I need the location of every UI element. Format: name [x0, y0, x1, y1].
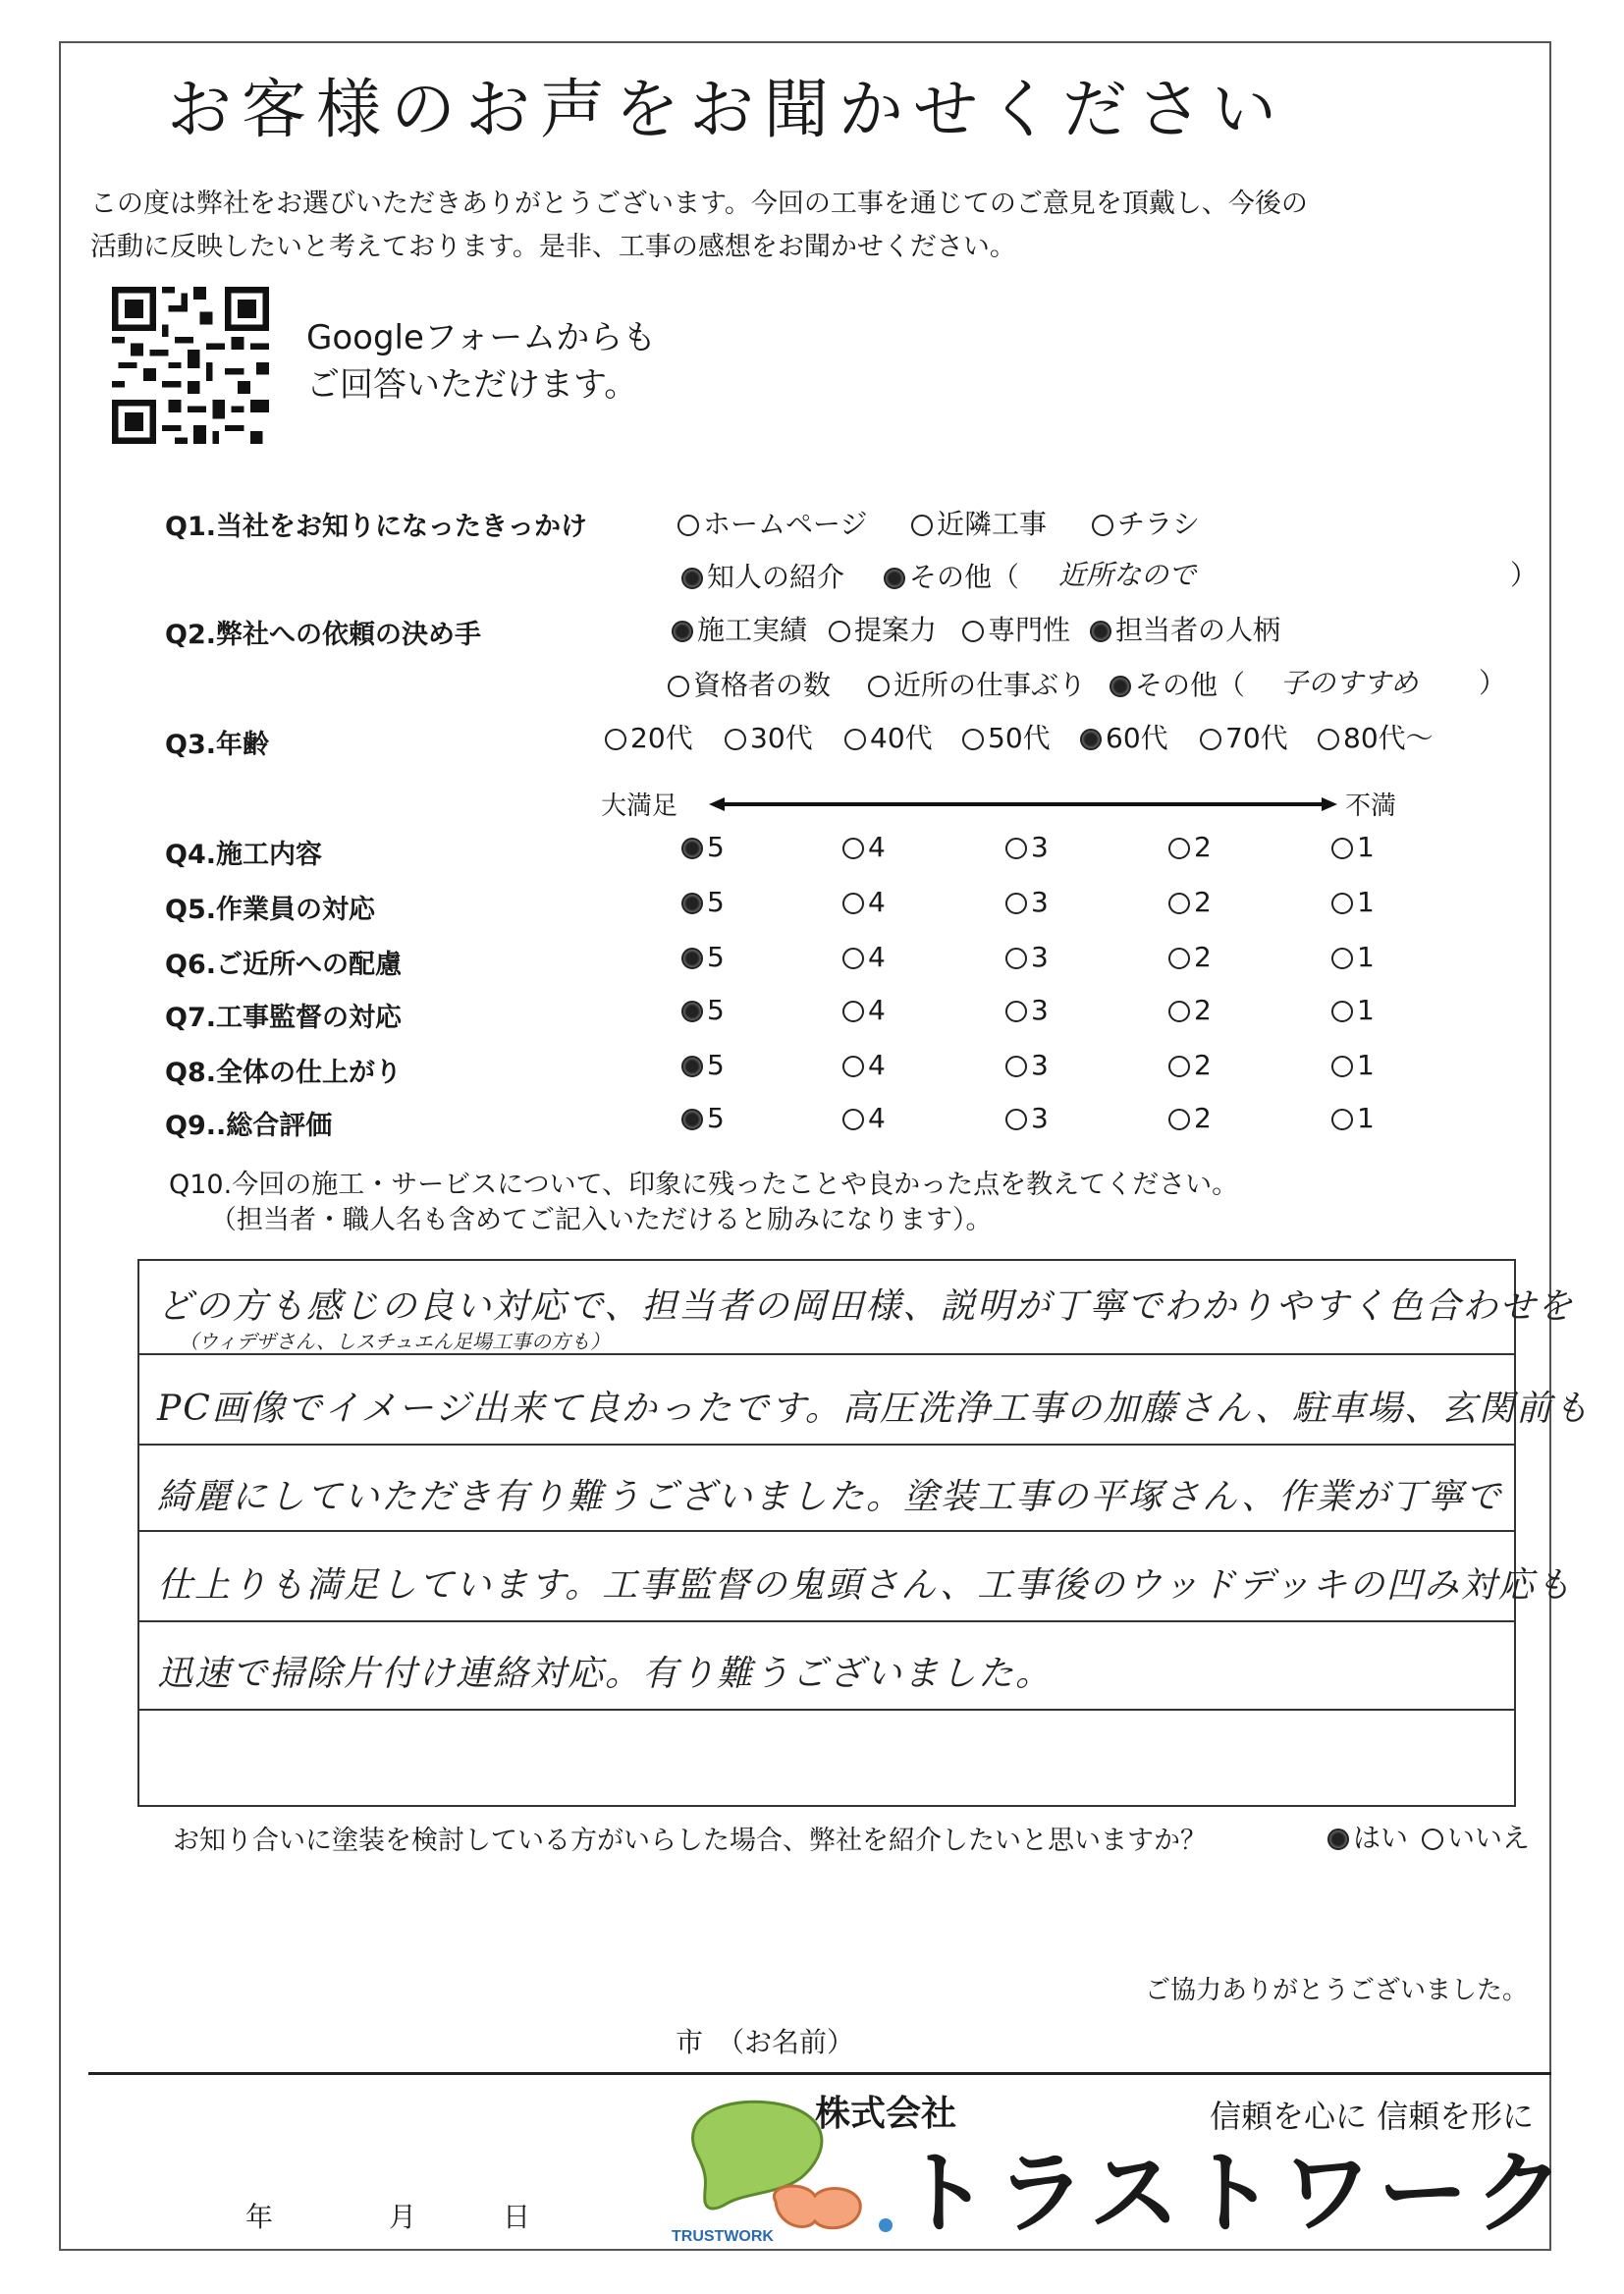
rating-option-label: 4 — [868, 941, 886, 973]
q1-option-nearby-work[interactable]: 近隣工事 — [911, 503, 1047, 542]
rating-option-label: 1 — [1357, 994, 1375, 1026]
answer-line-5: 迅速で掃除片付け連絡対応。有り難うございました。 — [157, 1654, 1054, 1694]
q2-option-nearby-work[interactable]: 近所の仕事ぶり — [868, 664, 1086, 703]
radio-icon — [677, 515, 699, 536]
radio-icon — [1422, 1829, 1443, 1850]
q1-option-other[interactable]: その他（ — [884, 556, 1019, 595]
rating-option-2[interactable] — [1168, 941, 1212, 973]
radio-icon — [842, 1056, 864, 1077]
rating-option-3[interactable] — [1005, 941, 1049, 973]
rating-option-2[interactable] — [1168, 994, 1212, 1026]
answer-note: （ウィデザさん、しスチュエん足場工事の方も） — [179, 1330, 610, 1353]
answer-rule — [139, 1709, 1514, 1711]
radio-icon — [1168, 1056, 1190, 1077]
radio-icon — [605, 729, 626, 750]
radio-checked-icon — [1080, 729, 1102, 750]
q2-option-proposal[interactable]: 提案力 — [829, 609, 937, 648]
radio-icon — [842, 893, 864, 914]
rating-option-label: 2 — [1194, 994, 1212, 1026]
intro-line-1: この度は弊社をお選びいただきありがとうございます。今回の工事を通じてのご意見を頂戴し、今後の — [90, 189, 1308, 219]
radio-icon — [1331, 1001, 1353, 1022]
rating-option-4[interactable] — [842, 886, 886, 918]
google-form-line-1: Googleフォームからも — [306, 318, 657, 357]
rating-option-label: 4 — [868, 994, 886, 1026]
rating-label: Q6.ご近所への配慮 — [165, 950, 402, 980]
name-underline — [88, 2072, 1551, 2075]
rating-option-1[interactable] — [1331, 941, 1375, 973]
rating-option-3[interactable] — [1005, 994, 1049, 1026]
radio-checked-icon — [884, 568, 905, 589]
radio-icon — [1200, 729, 1221, 750]
rating-option-4[interactable] — [842, 994, 886, 1026]
q10-label: Q10.今回の施工・サービスについて、印象に残ったことや良かった点を教えてください。 — [169, 1170, 1239, 1200]
rating-option-5[interactable] — [681, 1049, 725, 1081]
radio-checked-icon — [1327, 1829, 1349, 1850]
google-form-note — [306, 314, 656, 409]
radio-icon — [962, 729, 984, 750]
q2-option-expertise[interactable]: 専門性 — [962, 609, 1070, 648]
rating-option-label: 5 — [707, 831, 725, 863]
radio-icon — [1318, 729, 1339, 750]
rating-option-4[interactable] — [842, 941, 886, 973]
q10-hint: （担当者・職人名も含めてご記入いただけると励みになります）。 — [210, 1205, 993, 1235]
q1-label: Q1.当社をお知りになったきっかけ — [165, 512, 587, 542]
radio-icon — [1168, 948, 1190, 969]
rating-option-2[interactable] — [1168, 831, 1212, 863]
rating-option-5[interactable] — [681, 941, 725, 973]
rating-option-label: 5 — [707, 1102, 725, 1134]
rating-option-1[interactable] — [1331, 831, 1375, 863]
rating-option-label: 2 — [1194, 1049, 1212, 1081]
rating-option-5[interactable] — [681, 831, 725, 863]
rating-option-3[interactable] — [1005, 1102, 1049, 1134]
rating-option-4[interactable] — [842, 1049, 886, 1081]
rating-option-2[interactable] — [1168, 886, 1212, 918]
rating-option-label: 3 — [1031, 1102, 1049, 1134]
radio-icon — [868, 676, 890, 697]
rating-option-label: 3 — [1031, 941, 1049, 973]
q2-option-other[interactable]: その他（ — [1110, 664, 1245, 703]
scale-left-label: 大満足 — [601, 792, 678, 821]
q1-option-acquaintance[interactable]: 知人の紹介 — [681, 556, 844, 595]
q2-option-staff-personality[interactable]: 担当者の人柄 — [1090, 609, 1280, 648]
q3-option-50s[interactable]: 50代 — [962, 717, 1051, 756]
q1-other-text[interactable]: 近所なので — [1058, 559, 1197, 591]
company-name: トラストワーク — [899, 2141, 1571, 2246]
rating-option-label: 5 — [707, 994, 725, 1026]
answer-line-3: 綺麗にしていただき有り難うございました。塗装工事の平塚さん、作業が丁寧で — [157, 1477, 1503, 1517]
radio-checked-icon — [681, 568, 703, 589]
radio-icon — [1005, 893, 1027, 914]
radio-icon — [1168, 893, 1190, 914]
radio-icon — [842, 1001, 864, 1022]
rating-label: Q8.全体の仕上がり — [165, 1058, 402, 1088]
radio-icon — [1168, 1001, 1190, 1022]
rating-option-label: 1 — [1357, 1102, 1375, 1134]
radio-icon — [1005, 838, 1027, 859]
rating-option-5[interactable] — [681, 886, 725, 918]
q2-option-track-record[interactable]: 施工実績 — [672, 609, 807, 648]
radio-checked-icon — [1090, 621, 1111, 642]
rating-option-4[interactable] — [842, 831, 886, 863]
company-prefix: 株式会社 — [815, 2094, 957, 2134]
radio-checked-icon — [672, 621, 693, 642]
radio-icon — [668, 676, 689, 697]
rating-option-label: 2 — [1194, 886, 1212, 918]
q3-option-80s[interactable]: 80代～ — [1318, 717, 1434, 756]
radio-icon — [1331, 948, 1353, 969]
scale-right-label: 不満 — [1345, 792, 1397, 821]
answer-line-2: PC画像でイメージ出来て良かったです。高圧洗浄工事の加藤さん、駐車場、玄関前も — [157, 1389, 1591, 1429]
qr-code[interactable] — [112, 287, 269, 444]
q3-option-60s[interactable]: 60代 — [1080, 717, 1168, 756]
q10-answer-box[interactable] — [137, 1259, 1591, 1807]
rating-option-2[interactable] — [1168, 1102, 1212, 1134]
survey-sheet — [59, 41, 1551, 2251]
rating-option-1[interactable] — [1331, 1102, 1375, 1134]
rating-label: Q4.施工内容 — [165, 840, 322, 870]
radio-icon — [1005, 1109, 1027, 1130]
q2-label: Q2.弊社への依頼の決め手 — [165, 620, 481, 650]
radio-icon — [1005, 1001, 1027, 1022]
rating-option-label: 3 — [1031, 886, 1049, 918]
rating-option-label: 2 — [1194, 831, 1212, 863]
answer-line-4: 仕上りも満足しています。工事監督の鬼頭さん、工事後のウッドデッキの凹み対応も — [157, 1565, 1573, 1606]
radio-checked-icon — [681, 948, 703, 969]
referral-yes[interactable]: はい — [1327, 1817, 1408, 1856]
rating-option-label: 4 — [868, 1102, 886, 1134]
radio-checked-icon — [681, 1109, 703, 1130]
company-slogan: 信頼を心に 信頼を形に — [1210, 2098, 1535, 2135]
rating-option-3[interactable] — [1005, 831, 1049, 863]
rating-option-label: 3 — [1031, 1049, 1049, 1081]
date-day: 日 — [503, 2201, 531, 2233]
radio-icon — [1092, 515, 1113, 536]
radio-checked-icon — [681, 838, 703, 859]
q1-option-homepage[interactable]: ホームページ — [677, 503, 867, 542]
rating-option-label: 4 — [868, 831, 886, 863]
rating-label: Q9..総合評価 — [165, 1111, 333, 1141]
radio-icon — [911, 515, 933, 536]
rating-option-5[interactable] — [681, 994, 725, 1026]
rating-option-label: 4 — [868, 886, 886, 918]
answer-rule — [139, 1620, 1514, 1622]
radio-icon — [842, 1109, 864, 1130]
page-title: お客様のお声をお聞かせください — [167, 72, 1286, 147]
qr-code-icon — [112, 287, 269, 444]
rating-option-label: 5 — [707, 941, 725, 973]
radio-icon — [1168, 838, 1190, 859]
rating-option-1[interactable] — [1331, 994, 1375, 1026]
q2-option-qualified[interactable]: 資格者の数 — [668, 664, 831, 703]
rating-option-4[interactable] — [842, 1102, 886, 1134]
rating-option-label: 4 — [868, 1049, 886, 1081]
rating-option-label: 5 — [707, 886, 725, 918]
answer-rule — [139, 1444, 1514, 1446]
radio-checked-icon — [1110, 676, 1131, 697]
radio-checked-icon — [681, 1056, 703, 1077]
logo-text: TRUSTWORK — [672, 2228, 774, 2243]
rating-option-label: 3 — [1031, 831, 1049, 863]
answer-line-1: どの方も感じの良い対応で、担当者の岡田様、説明が丁寧でわかりやすく色合わせを — [157, 1286, 1575, 1327]
rating-option-5[interactable] — [681, 1102, 725, 1134]
intro-line-2: 活動に反映したいと考えております。是非、工事の感想をお聞かせください。 — [90, 232, 1016, 262]
rating-option-3[interactable] — [1005, 886, 1049, 918]
q1-option-flyer[interactable]: チラシ — [1092, 503, 1200, 542]
scale-arrow-icon — [709, 797, 1337, 811]
rating-option-3[interactable] — [1005, 1049, 1049, 1081]
date-year: 年 — [245, 2201, 274, 2233]
radio-icon — [1331, 1056, 1353, 1077]
radio-icon — [962, 621, 984, 642]
radio-icon — [1331, 838, 1353, 859]
date-month: 月 — [389, 2201, 417, 2233]
rating-option-1[interactable] — [1331, 886, 1375, 918]
rating-option-label: 5 — [707, 1049, 725, 1081]
q3-option-70s[interactable]: 70代 — [1200, 717, 1288, 756]
referral-no[interactable]: いいえ — [1422, 1817, 1530, 1856]
rating-option-label: 1 — [1357, 886, 1375, 918]
radio-icon — [1331, 1109, 1353, 1130]
radio-icon — [844, 729, 866, 750]
q2-close-paren: ） — [1479, 667, 1507, 699]
radio-icon — [1168, 1109, 1190, 1130]
radio-icon — [1331, 893, 1353, 914]
rating-label: Q5.作業員の対応 — [165, 895, 375, 925]
rating-option-2[interactable] — [1168, 1049, 1212, 1081]
radio-icon — [842, 838, 864, 859]
intro-text — [90, 183, 1504, 269]
radio-icon — [829, 621, 850, 642]
q2-other-text[interactable]: 子のすすめ — [1280, 667, 1419, 699]
rating-option-label: 3 — [1031, 994, 1049, 1026]
q3-option-40s[interactable]: 40代 — [844, 717, 933, 756]
rating-option-label: 2 — [1194, 1102, 1212, 1134]
name-field-label: 市 （お名前） — [676, 2026, 855, 2058]
radio-checked-icon — [681, 893, 703, 914]
radio-icon — [725, 729, 746, 750]
rating-option-label: 1 — [1357, 1049, 1375, 1081]
rating-option-1[interactable] — [1331, 1049, 1375, 1081]
rating-option-label: 2 — [1194, 941, 1212, 973]
answer-rule — [139, 1530, 1514, 1532]
rating-option-label: 1 — [1357, 831, 1375, 863]
referral-question: お知り合いに塗装を検討している方がいらした場合、弊社を紹介したいと思いますか？ — [173, 1826, 1207, 1856]
q3-label: Q3.年齢 — [165, 730, 269, 760]
rating-label: Q7.工事監督の対応 — [165, 1003, 402, 1033]
radio-icon — [1005, 1056, 1027, 1077]
google-form-line-2: ご回答いただけます。 — [306, 365, 638, 405]
radio-checked-icon — [681, 1001, 703, 1022]
q1-close-paren: ） — [1510, 559, 1539, 591]
q3-option-30s[interactable]: 30代 — [725, 717, 813, 756]
rating-option-label: 1 — [1357, 941, 1375, 973]
radio-icon — [842, 948, 864, 969]
q3-option-20s[interactable]: 20代 — [605, 717, 693, 756]
radio-icon — [1005, 948, 1027, 969]
thanks-text: ご協力ありがとうございました。 — [1145, 1976, 1529, 2005]
